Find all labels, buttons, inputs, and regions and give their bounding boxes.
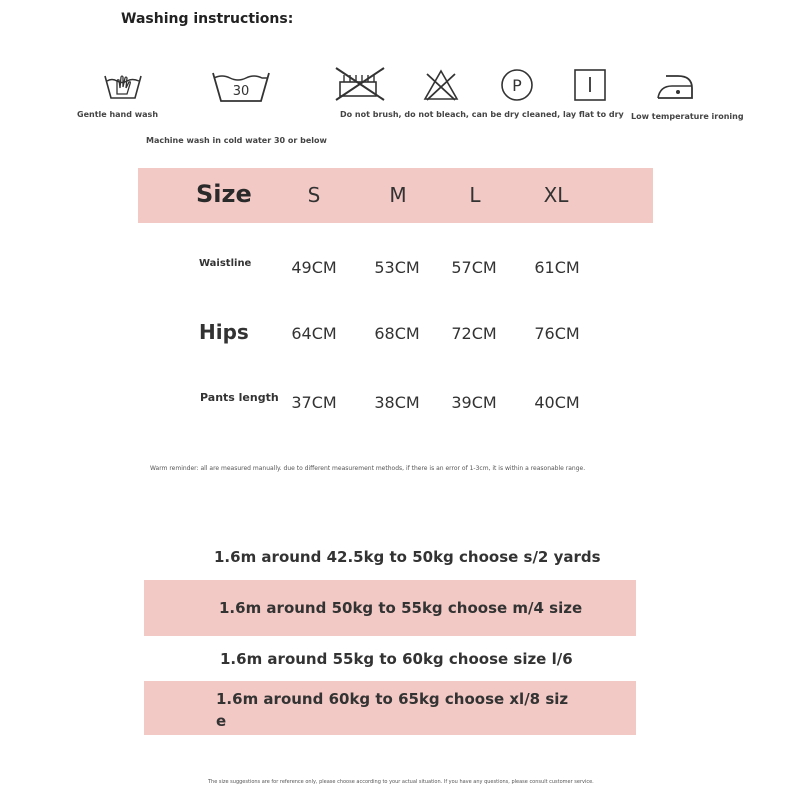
size-s: S — [307, 183, 321, 207]
table-cell: 61CM — [534, 258, 580, 277]
dry-clean-label: Do not brush, do not bleach, can be dry cleaned, lay flat to dry — [340, 110, 624, 119]
dry-clean-icon — [499, 68, 535, 102]
iron-icon — [654, 68, 696, 102]
table-cell: 57CM — [451, 258, 497, 277]
table-cell: 37CM — [291, 393, 337, 412]
table-cell: 76CM — [534, 324, 580, 343]
recommendation-l: 1.6m around 55kg to 60kg choose size l/6 — [220, 650, 573, 668]
no-brush-icon — [334, 66, 386, 102]
warm-reminder: Warm reminder: all are measured manually. due to different measurement methods, if there is an error of 1-3cm, it is within a reasonable range. — [150, 465, 586, 472]
size-xl: XL — [543, 183, 569, 207]
row-label-waistline: Waistline — [199, 258, 252, 269]
hand-wash-label: Gentle hand wash — [77, 110, 159, 119]
ironing-label: Low temperature ironing — [631, 112, 744, 121]
page-title: Washing instructions: — [121, 11, 294, 27]
table-cell: 72CM — [451, 324, 497, 343]
table-cell: 68CM — [374, 324, 420, 343]
lay-flat-dry-icon — [573, 68, 607, 102]
row-label-hips: Hips — [199, 320, 249, 344]
table-cell: 53CM — [374, 258, 420, 277]
recommendation-xl: 1.6m around 60kg to 65kg choose xl/8 size — [216, 690, 569, 730]
hand-wash-icon — [103, 68, 143, 102]
size-header-label: Size — [196, 180, 252, 208]
row-label-pants-length: Pants length — [200, 391, 279, 404]
machine-wash-icon — [211, 67, 271, 103]
dry-clean-letter: P — [512, 76, 522, 95]
size-m: M — [389, 183, 407, 207]
table-cell: 40CM — [534, 393, 580, 412]
recommendation-m: 1.6m around 50kg to 55kg choose m/4 size — [219, 599, 583, 617]
table-cell: 38CM — [374, 393, 420, 412]
machine-wash-temp: 30 — [232, 84, 250, 99]
size-l: L — [469, 183, 481, 207]
recommendation-s: 1.6m around 42.5kg to 50kg choose s/2 yards — [214, 548, 601, 566]
footer-note: The size suggestions are for reference only, please choose according to your actual situation. If you have any questions, please consult customer service. — [208, 779, 594, 785]
table-cell: 39CM — [451, 393, 497, 412]
table-cell: 64CM — [291, 324, 337, 343]
machine-wash-label: Machine wash in cold water 30 or below — [146, 136, 327, 145]
no-bleach-icon — [422, 68, 460, 102]
table-cell: 49CM — [291, 258, 337, 277]
